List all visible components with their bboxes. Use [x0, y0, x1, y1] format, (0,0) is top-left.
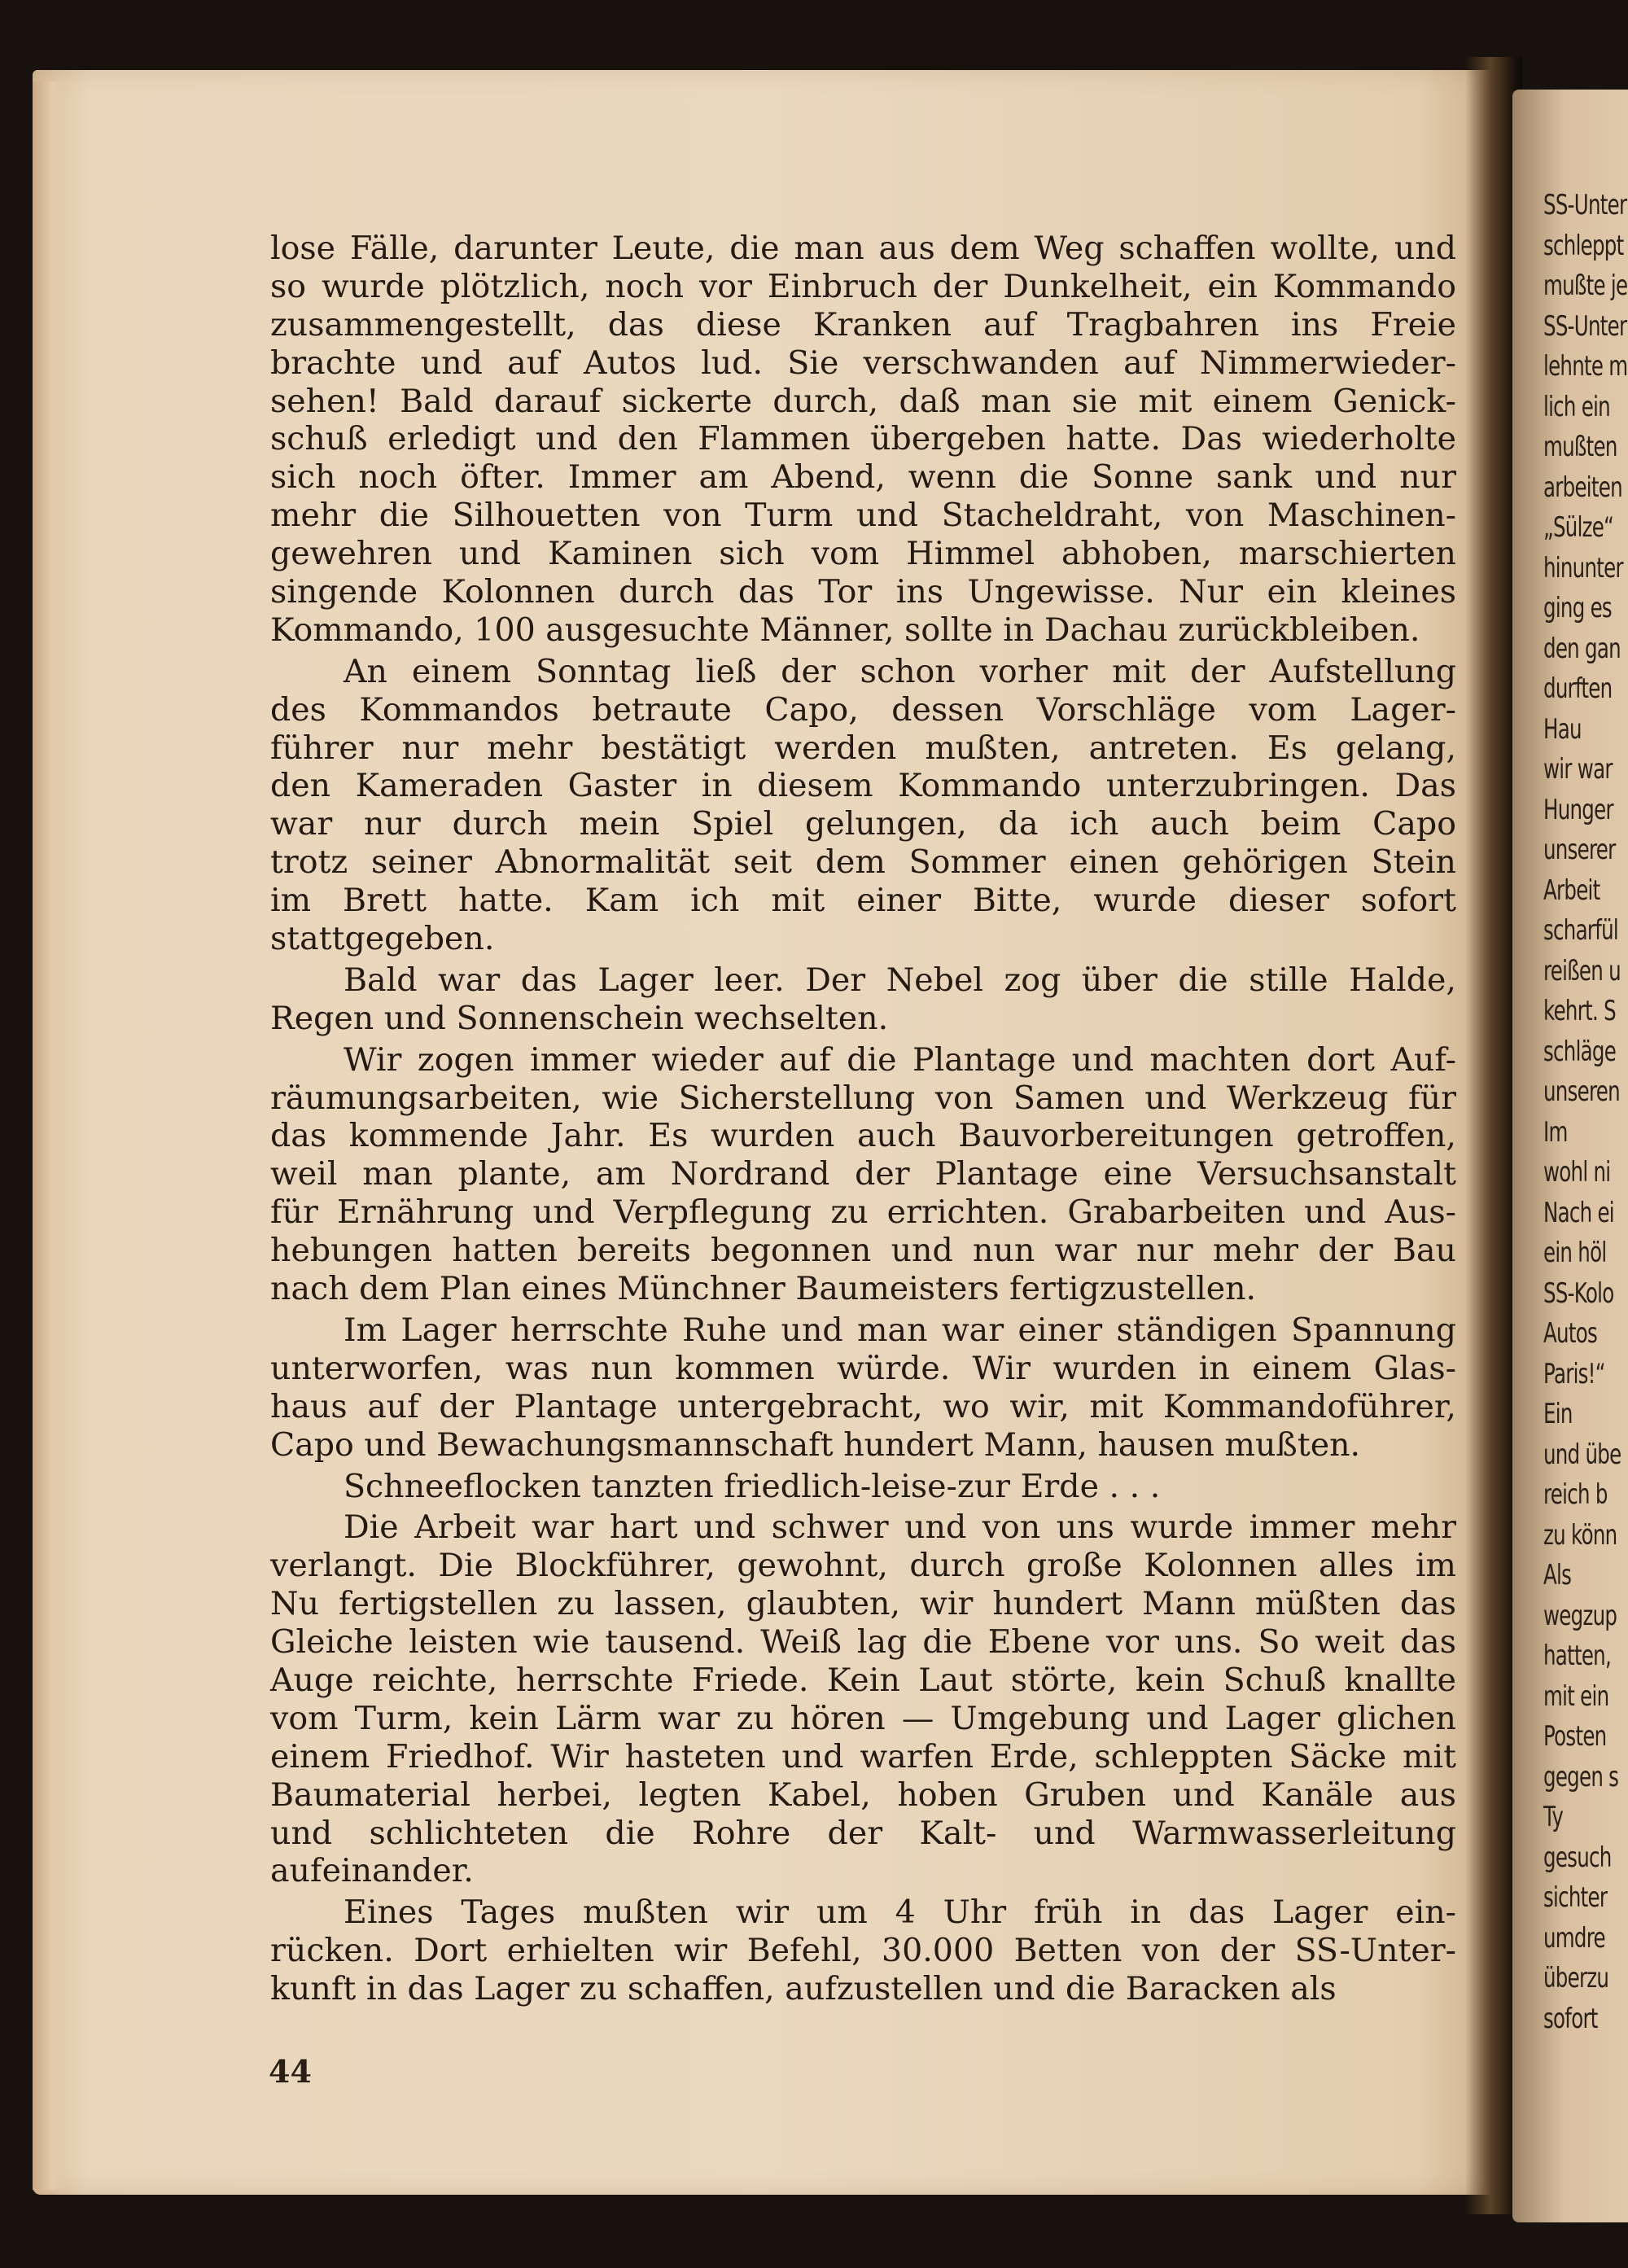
text-line: Capo und Bewachungsmannschaft hundert Mann, hausen mußten.	[270, 1425, 1361, 1464]
right-page-line: Paris!“	[1543, 1357, 1605, 1390]
text-line: brachte und auf Autos lud. Sie verschwanden auf Nimmerwieder-	[270, 344, 1456, 382]
right-page-line: schläge	[1543, 1035, 1617, 1068]
paragraph	[270, 1311, 1456, 1465]
right-page-line: hinunter	[1543, 551, 1623, 585]
text-line: führer nur mehr bestätigt werden mußten, antreten. Es gelang,	[270, 729, 1456, 767]
right-page-line: SS-Unter	[1543, 189, 1627, 221]
text-line: rücken. Dort erhielten wir Befehl, 30.000 Betten von der SS-Unter-	[270, 1932, 1456, 1970]
right-page-line: „Sülze“	[1543, 511, 1614, 544]
right-page-line: Arbeit	[1543, 873, 1600, 907]
right-page-line: mußte je	[1543, 269, 1628, 302]
right-page-line: Hunger	[1543, 793, 1613, 826]
text-line: weil man plante, am Nordrand der Plantage eine Versuchsanstalt	[270, 1155, 1456, 1193]
right-page-line: Posten	[1543, 1720, 1607, 1753]
right-page-line: umdre	[1543, 1921, 1605, 1955]
text-line: Bald war das Lager leer. Der Nebel zog über die stille Halde,	[344, 961, 1456, 999]
right-page-line: Nach ei	[1543, 1196, 1614, 1229]
right-page-line: Hau	[1543, 712, 1582, 746]
right-page-line: unseren	[1543, 1075, 1620, 1108]
paragraph	[270, 1894, 1456, 2008]
right-page-line: mußten	[1543, 431, 1617, 463]
right-page-line: ging es	[1543, 592, 1612, 624]
text-line: schuß erledigt und den Flammen übergeben hatte. Das wiederholte	[270, 420, 1456, 458]
right-page-line: Ty	[1543, 1801, 1564, 1833]
text-line: und schlichteten die Rohre der Kalt- und Warmwasserleitung	[270, 1814, 1456, 1852]
text-line: Die Arbeit war hart und schwer und von uns wurde immer mehr	[344, 1508, 1456, 1547]
text-line: Wir zogen immer wieder auf die Plantage und machten dort Auf-	[344, 1040, 1456, 1079]
right-page-line: den gan	[1543, 632, 1621, 665]
text-line: Im Lager herrschte Ruhe und man war einer ständigen Spannung	[344, 1311, 1456, 1349]
right-page-line: wir war	[1543, 753, 1613, 786]
right-page-line: Ein	[1543, 1398, 1573, 1430]
right-page-line: wegzup	[1543, 1599, 1617, 1632]
right-page-line: hatten,	[1543, 1640, 1612, 1672]
right-page-line: scharfül	[1543, 914, 1618, 947]
right-page	[1512, 90, 1628, 2222]
right-page-line: lich ein	[1543, 390, 1610, 423]
text-line: war nur durch mein Spiel gelungen, da ich auch beim Capo	[270, 805, 1456, 843]
text-line: unterworfen, was nun kommen würde. Wir wurden in einem Glas-	[270, 1349, 1456, 1387]
text-line: hebungen hatten bereits begonnen und nun war nur mehr der Bau	[270, 1232, 1456, 1270]
text-line: aufeinander.	[270, 1852, 474, 1890]
text-line: vom Turm, kein Lärm war zu hören — Umgebung und Lager glichen	[270, 1699, 1456, 1737]
text-line: sich noch öfter. Immer am Abend, wenn die Sonne sank und nur	[270, 458, 1456, 497]
right-page-line: Autos	[1543, 1317, 1597, 1350]
text-line: zusammengestellt, das diese Kranken auf Tragbahren ins Freie	[270, 305, 1456, 344]
right-page-line: überzu	[1543, 1962, 1609, 1994]
right-page-line: mit ein	[1543, 1679, 1609, 1713]
page-number: 44	[269, 2053, 312, 2090]
text-line: An einem Sonntag ließ der schon vorher mit der Aufstellung	[344, 652, 1456, 690]
right-page-line: Im	[1543, 1115, 1568, 1149]
right-page-line: gesuch	[1543, 1841, 1612, 1874]
right-page-line: reich b	[1543, 1478, 1608, 1511]
right-page-line: sichter	[1543, 1881, 1608, 1914]
text-line: lose Fälle, darunter Leute, die man aus dem Weg schaffen wollte, und	[270, 230, 1456, 267]
text-line: haus auf der Plantage untergebracht, wo wir, mit Kommandoführer,	[270, 1387, 1456, 1425]
right-page-line: SS-Kolo	[1543, 1276, 1614, 1310]
text-line: den Kameraden Gaster in diesem Kommando unterzubringen. Das	[270, 767, 1456, 805]
text-line: trotz seiner Abnormalität seit dem Sommer einen gehörigen Stein	[270, 843, 1456, 882]
paragraph	[270, 1508, 1456, 1890]
right-page-line: reißen u	[1543, 954, 1621, 987]
text-line: Gleiche leisten wie tausend. Weiß lag die Ebene vor uns. So weit das	[270, 1623, 1456, 1662]
right-page-line: gegen s	[1543, 1760, 1619, 1793]
text-line: verlangt. Die Blockführer, gewohnt, durch große Kolonnen alles im	[270, 1547, 1456, 1585]
text-line: singende Kolonnen durch das Tor ins Ungewisse. Nur ein kleines	[270, 573, 1456, 611]
right-page-line: arbeiten	[1543, 471, 1622, 504]
text-line: räumungsarbeiten, wie Sicherstellung von Samen und Werkzeug für	[270, 1079, 1456, 1117]
text-line: das kommende Jahr. Es wurden auch Bauvorbereitungen getroffen,	[270, 1117, 1456, 1155]
text-line: Auge reichte, herrschte Friede. Kein Laut störte, kein Schuß knallte	[270, 1661, 1456, 1699]
text-line: gewehren und Kaminen sich vom Himmel abhoben, marschierten	[270, 535, 1456, 573]
text-line: stattgegeben.	[270, 920, 495, 958]
right-page-line: unserer	[1543, 834, 1616, 866]
right-page-line: schleppt	[1543, 229, 1624, 262]
right-page-line: wohl ni	[1543, 1156, 1611, 1189]
right-page-line: SS-Unter	[1543, 309, 1627, 343]
text-line: Schneeflocken tanzten friedlich-leise-zur Erde . . .	[344, 1467, 1161, 1505]
text-line: so wurde plötzlich, noch vor Einbruch der Dunkelheit, ein Kommando	[270, 267, 1456, 305]
text-line: Kommando, 100 ausgesuchte Männer, sollte in Dachau zurückbleiben.	[270, 611, 1420, 649]
text-line: einem Friedhof. Wir hasteten und warfen Erde, schleppten Säcke mit	[270, 1737, 1456, 1775]
right-page-line: und übe	[1543, 1438, 1621, 1471]
right-page-line: zu könn	[1543, 1518, 1617, 1552]
paragraph	[270, 1041, 1456, 1308]
text-line: Nu fertigstellen zu lassen, glaubten, wir hundert Mann müßten das	[270, 1585, 1456, 1623]
right-page-line: ein höl	[1543, 1237, 1607, 1269]
right-page-line: sofort	[1543, 2002, 1598, 2035]
text-line: im Brett hatte. Kam ich mit einer Bitte, wurde dieser sofort	[270, 882, 1456, 920]
right-page-line: lehnte m	[1543, 350, 1628, 383]
paragraph	[270, 230, 1456, 650]
paragraph	[270, 653, 1456, 958]
right-page-line: durften	[1543, 672, 1613, 705]
text-line: nach dem Plan eines Münchner Baumeisters fertigzustellen.	[270, 1270, 1257, 1308]
text-line: für Ernährung und Verpflegung zu errichten. Grabarbeiten und Aus-	[270, 1193, 1456, 1232]
body-text	[270, 230, 1456, 2008]
text-line: Regen und Sonnenschein wechselten.	[270, 999, 889, 1037]
paragraph	[270, 961, 1456, 1038]
page-edge-stack	[33, 81, 65, 2190]
right-page-line: Als	[1543, 1559, 1572, 1592]
text-line: Eines Tages mußten wir um 4 Uhr früh in das Lager ein-	[344, 1894, 1456, 1932]
right-page-line: kehrt. S	[1543, 995, 1616, 1027]
paragraph	[270, 1468, 1456, 1506]
text-line: Baumaterial herbei, legten Kabel, hoben Gruben und Kanäle aus	[270, 1775, 1456, 1814]
text-line: mehr die Silhouetten von Turm und Stacheldraht, von Maschinen-	[270, 497, 1456, 535]
text-line: sehen! Bald darauf sickerte durch, daß man sie mit einem Genick-	[270, 382, 1456, 420]
text-line: kunft in das Lager zu schaffen, aufzustellen und die Baracken als	[270, 1970, 1337, 2008]
text-line: des Kommandos betraute Capo, dessen Vorschläge vom Lager-	[270, 690, 1456, 729]
right-page-fragments	[1512, 90, 1628, 2039]
